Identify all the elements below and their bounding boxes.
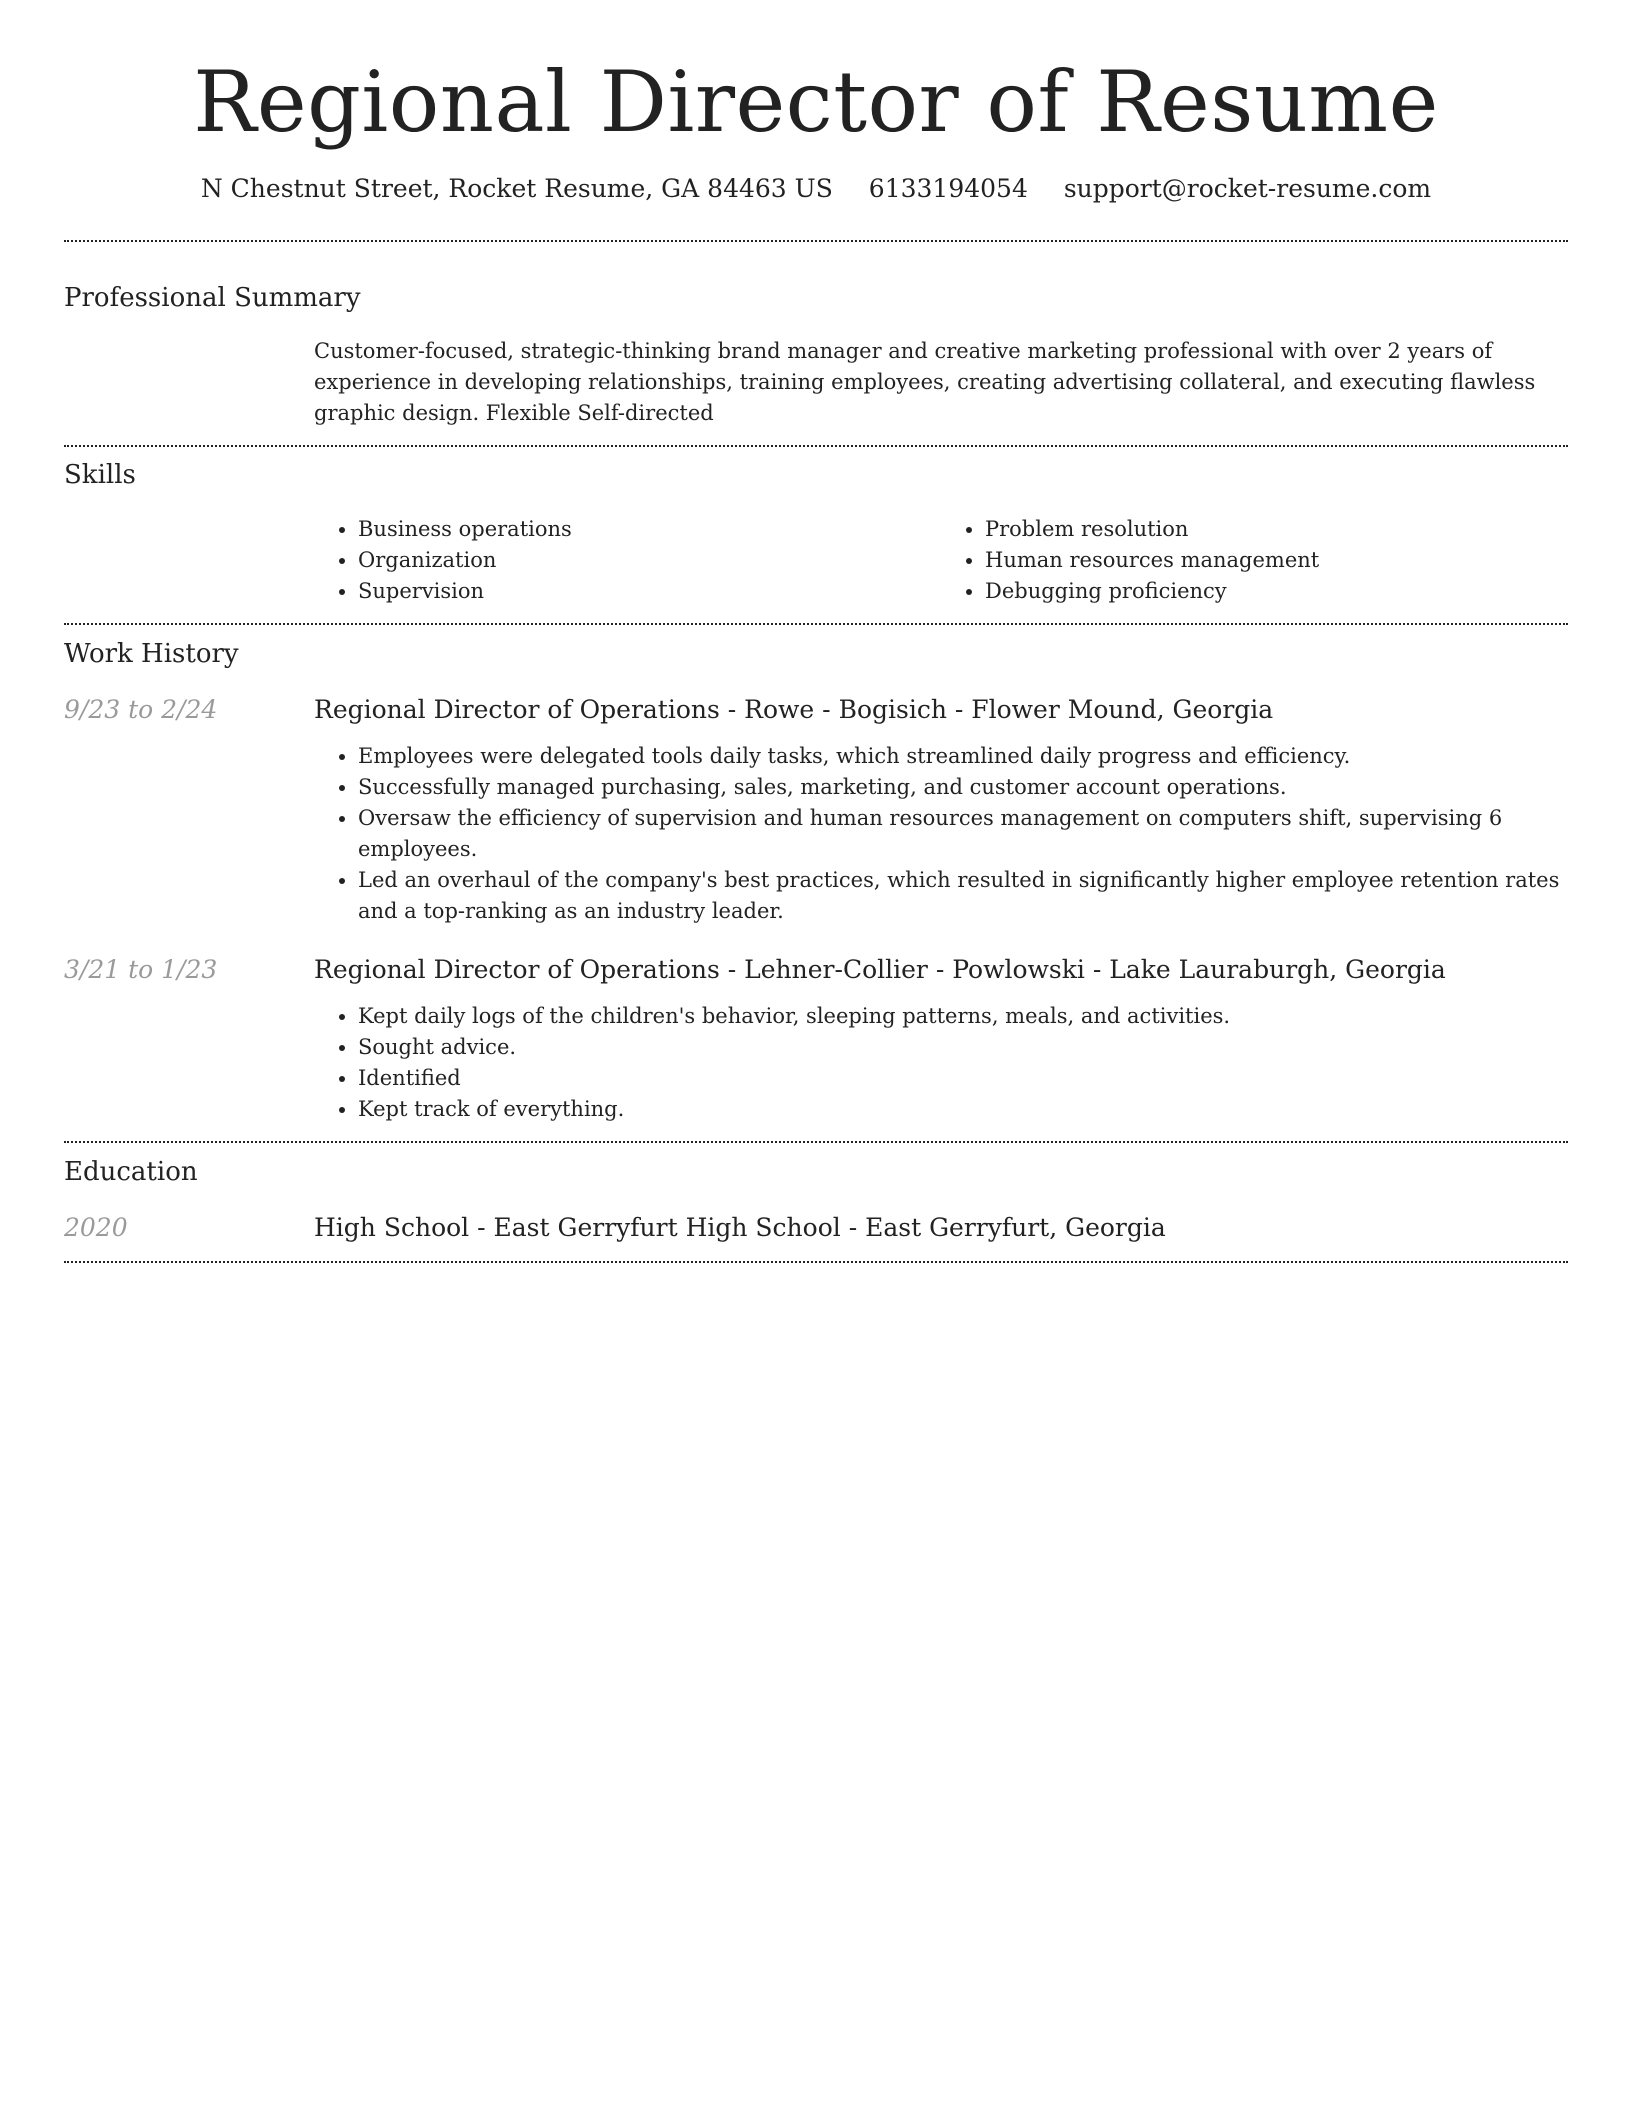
education-section [64, 1143, 1568, 1261]
contact-phone: 6133194054 [868, 174, 1028, 203]
list-item: • Organization [358, 545, 941, 576]
section-title-skills: Skills [64, 460, 136, 490]
list-item: • Successfully managed purchasing, sales, marketing, and customer account operations. [358, 772, 1568, 803]
skills-section [64, 447, 1568, 623]
list-item: • Human resources management [985, 545, 1568, 576]
list-item: • Identified [358, 1063, 1568, 1094]
list-item: • Business operations [358, 514, 941, 545]
summary-section [64, 242, 1568, 445]
job-entry [64, 693, 1568, 927]
job-body [314, 953, 1568, 1125]
section-title-summary: Professional Summary [64, 283, 361, 313]
education-entry [64, 1211, 1568, 1245]
list-item: • Debugging proficiency [985, 576, 1568, 607]
section-title-work: Work History [64, 639, 239, 669]
job-heading: Regional Director of Operations - Rowe - Bogisich - Flower Mound, Georgia [314, 695, 1274, 724]
skills-list-right [941, 514, 1568, 607]
education-body [314, 1211, 1568, 1245]
resume-header [64, 0, 1568, 206]
job-body [314, 693, 1568, 927]
education-year: 2020 [64, 1213, 128, 1242]
summary-row [64, 336, 1568, 429]
list-item: • Kept track of everything. [358, 1094, 1568, 1125]
summary-body [314, 336, 1568, 429]
divider [64, 1261, 1568, 1263]
contact-email: support@rocket-resume.com [1063, 174, 1432, 203]
candidate-name: Regional Director of Resume [193, 53, 1439, 151]
job-bullets [314, 741, 1568, 927]
skills-grid [314, 514, 1568, 607]
skills-list-left [314, 514, 941, 607]
list-item: • Supervision [358, 576, 941, 607]
list-item: • Oversaw the efficiency of supervision and human resources management on computers shift, supervising 6 employees. [358, 803, 1568, 865]
work-section [64, 625, 1568, 1141]
job-dates: 3/21 to 1/23 [64, 955, 218, 984]
list-item: • Led an overhaul of the company's best practices, which resulted in significantly higher employee retention rates and a top-ranking as an industry leader. [358, 865, 1568, 927]
list-item: • Sought advice. [358, 1032, 1568, 1063]
list-item: • Employees were delegated tools daily tasks, which streamlined daily progress and efficiency. [358, 741, 1568, 772]
summary-text: Customer-focused, strategic-thinking brand manager and creative marketing professional with over 2 years of experience in developing relationships, training employees, creating advertising collateral, and executing flawless graphic design. Flexible Self-directed [314, 339, 1536, 425]
section-title-education: Education [64, 1157, 198, 1187]
job-dates: 9/23 to 2/24 [64, 695, 218, 724]
job-bullets [314, 1001, 1568, 1125]
contact-address: N Chestnut Street, Rocket Resume, GA 84463 US [200, 174, 833, 203]
contact-line [64, 172, 1568, 206]
education-heading: High School - East Gerryfurt High School - East Gerryfurt, Georgia [314, 1213, 1166, 1242]
job-entry [64, 953, 1568, 1125]
job-heading: Regional Director of Operations - Lehner-Collier - Powlowski - Lake Lauraburgh, Georgia [314, 955, 1446, 984]
skills-row [64, 514, 1568, 607]
list-item: • Problem resolution [985, 514, 1568, 545]
list-item: • Kept daily logs of the children's behavior, sleeping patterns, meals, and activities. [358, 1001, 1568, 1032]
